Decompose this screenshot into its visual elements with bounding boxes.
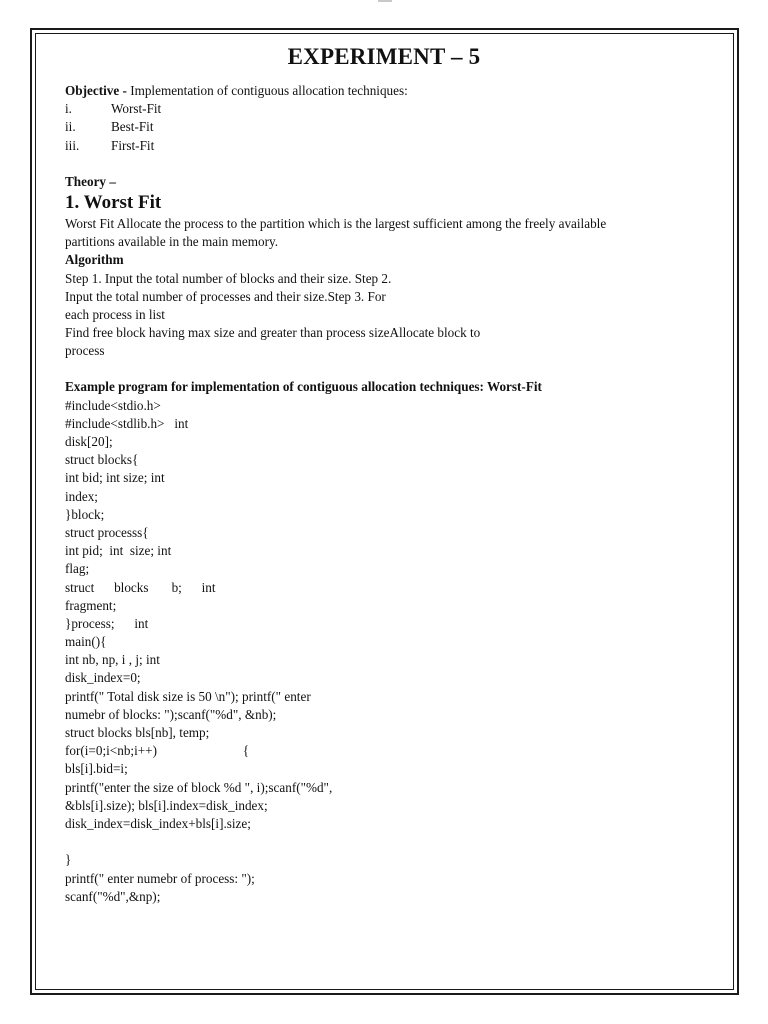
algorithm-line: Step 1. Input the total number of blocks and their size. Step 2.: [65, 270, 392, 286]
code-line: [65, 833, 715, 851]
code-line: &bls[i].size); bls[i].index=disk_index;: [65, 797, 268, 813]
code-line: struct blocks{: [65, 452, 139, 468]
document-body: [65, 82, 715, 906]
code-line: fragment;: [65, 597, 117, 613]
algorithm-label: Algorithm: [65, 252, 124, 268]
code-line: int nb, np, i , j; int: [65, 652, 160, 668]
code-line: disk[20];: [65, 434, 113, 449]
code-line: struct blocks b; int: [65, 579, 216, 595]
code-line: for(i=0;i<nb;i++) {: [65, 743, 250, 759]
algorithm-line: Find free block having max size and greater than process sizeAllocate block to: [65, 325, 481, 341]
objective-item-number: i.: [65, 101, 72, 117]
description-line: Worst Fit Allocate the process to the partition which is the largest sufficient among the freely available: [65, 215, 607, 231]
objective-item-number: iii.: [65, 137, 80, 153]
code-line: int bid; int size; int: [65, 470, 165, 486]
objective-item: [65, 137, 715, 155]
code-line: main(){: [65, 634, 107, 650]
objective-text: Implementation of contiguous allocation techniques:: [126, 83, 408, 98]
code-line: numebr of blocks: ");scanf("%d", &nb);: [65, 706, 277, 722]
page-top-mark: [378, 0, 392, 2]
code-line: struct blocks bls[nb], temp;: [65, 725, 210, 740]
theory-label: Theory –: [65, 173, 116, 189]
code-line: printf(" Total disk size is 50 \n"); printf(" enter: [65, 688, 311, 704]
algorithm-line: each process in list: [65, 306, 165, 322]
code-line: disk_index=0;: [65, 670, 141, 686]
objective-item-number: ii.: [65, 119, 76, 135]
code-line: bls[i].bid=i;: [65, 761, 128, 777]
example-heading: Example program for implementation of contiguous allocation techniques: Worst-Fit: [65, 379, 542, 395]
code-line: }: [65, 852, 72, 868]
code-line: printf("enter the size of block %d ", i);scanf("%d",: [65, 779, 333, 795]
objective-item-label: Best-Fit: [111, 119, 154, 135]
code-line: scanf("%d",&np);: [65, 888, 161, 904]
code-line: #include<stdlib.h> int: [65, 415, 189, 431]
description-line: partitions available in the main memory.: [65, 234, 279, 250]
algorithm-line: Input the total number of processes and their size.Step 3. For: [65, 288, 386, 304]
code-line: #include<stdio.h>: [65, 397, 161, 413]
section-heading: 1. Worst Fit: [65, 191, 162, 213]
objective-item: [65, 118, 715, 136]
objective-line: [65, 82, 715, 100]
code-line: index;: [65, 488, 98, 504]
code-listing: [65, 397, 715, 906]
code-line: }process; int: [65, 615, 149, 631]
objective-label: Objective -: [65, 83, 127, 98]
code-line: struct processs{: [65, 524, 149, 540]
code-line: flag;: [65, 561, 90, 577]
page-title: EXPERIMENT – 5: [287, 44, 481, 69]
code-line: int pid; int size; int: [65, 543, 172, 559]
algorithm-line: process: [65, 343, 105, 359]
code-line: printf(" enter numebr of process: ");: [65, 870, 255, 886]
objective-item-label: First-Fit: [111, 137, 155, 153]
code-line: }block;: [65, 506, 105, 522]
objective-item-label: Worst-Fit: [111, 101, 162, 117]
code-line: disk_index=disk_index+bls[i].size;: [65, 815, 251, 831]
objective-item: [65, 100, 715, 118]
